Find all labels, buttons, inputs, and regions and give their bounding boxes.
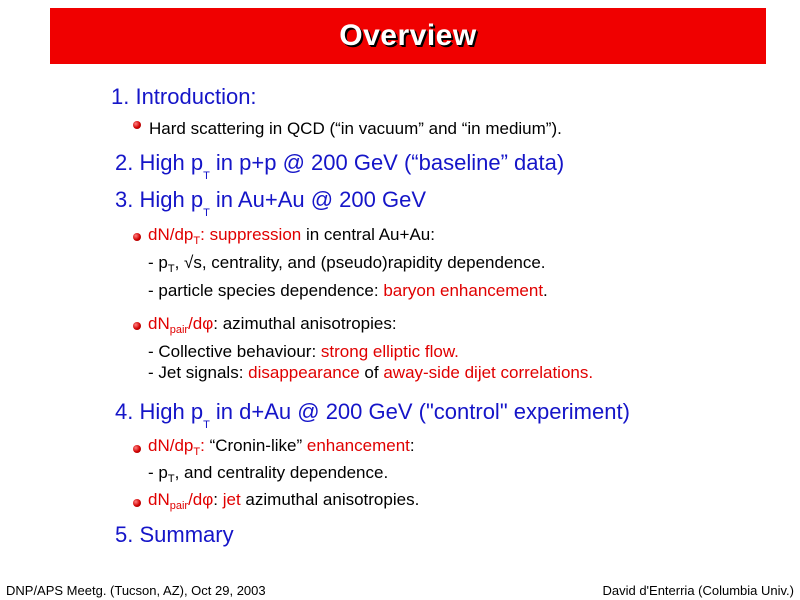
title-bar xyxy=(50,8,766,64)
section-2-heading: 2. High $p_T$ in p+p @ 200 GeV (“baseline” data) xyxy=(115,150,565,182)
section-3-bullet-2: $dN_{pair}/d\varphi$: azimuthal anisotropies: xyxy=(148,314,397,336)
bullet-icon xyxy=(133,233,141,241)
section-1-heading: 1. Introduction: xyxy=(111,84,257,109)
section-3-line-1: - $p_T$, √s, centrality, and (pseudo)rapidity dependence. xyxy=(148,253,546,275)
section-4-bullet-2: $dN_{pair}/d\varphi$: jet azimuthal anisotropies. xyxy=(148,490,420,512)
section-3-heading: 3. High $p_T$ in Au+Au @ 200 GeV xyxy=(115,187,426,219)
section-5-heading: 5. Summary xyxy=(115,522,234,547)
section-1-bullet-1: Hard scattering in QCD (“in vacuum” and “in medium”). xyxy=(149,119,562,138)
section-3-line-2: - particle species dependence: baryon enhancement. xyxy=(148,281,548,300)
section-4-heading: 4. High $p_T$ in d+Au @ 200 GeV ("control" experiment) xyxy=(115,399,630,431)
bullet-icon xyxy=(133,121,141,129)
footer-right: David d'Enterria (Columbia Univ.) xyxy=(602,583,794,598)
section-3-bullet-1: $dN/dp_T$: suppression in central Au+Au: xyxy=(148,225,435,247)
bullet-icon xyxy=(133,499,141,507)
section-3-line-4: - Jet signals: disappearance of away-side dijet correlations. xyxy=(148,363,594,382)
footer-left: DNP/APS Meetg. (Tucson, AZ), Oct 29, 2003 xyxy=(6,583,266,598)
section-4-line-1: - $p_T$, and centrality dependence. xyxy=(148,463,389,485)
slide-title: Overview xyxy=(339,19,477,52)
bullet-icon xyxy=(133,322,141,330)
bullet-icon xyxy=(133,445,141,453)
section-4-bullet-1: $dN/dp_T$: “Cronin-like” enhancement: xyxy=(148,436,415,458)
section-3-line-3: - Collective behaviour: strong elliptic flow. xyxy=(148,342,459,361)
